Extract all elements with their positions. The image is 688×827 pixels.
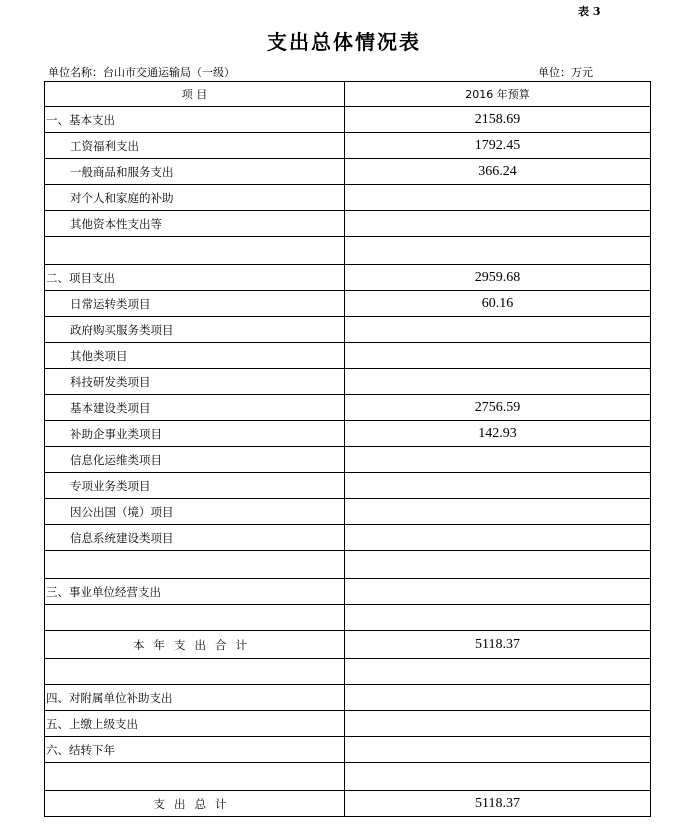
table-row bbox=[45, 291, 651, 317]
table-row bbox=[45, 525, 651, 551]
row-label: 一般商品和服务支出 bbox=[45, 159, 345, 185]
row-label: 因公出国（境）项目 bbox=[45, 499, 345, 525]
row-value bbox=[345, 369, 651, 395]
row-label bbox=[45, 659, 345, 685]
row-label: 补助企事业类项目 bbox=[45, 421, 345, 447]
row-label: 二、项目支出 bbox=[45, 265, 345, 291]
row-value bbox=[345, 185, 651, 211]
table-row bbox=[45, 447, 651, 473]
table-header-row bbox=[45, 82, 651, 107]
row-value: 142.93 bbox=[345, 421, 651, 447]
table-row bbox=[45, 605, 651, 631]
table-row bbox=[45, 185, 651, 211]
row-label: 专项业务类项目 bbox=[45, 473, 345, 499]
row-label: 日常运转类项目 bbox=[45, 291, 345, 317]
row-label bbox=[45, 763, 345, 791]
row-label: 支出总计 bbox=[45, 791, 345, 817]
row-value: 366.24 bbox=[345, 159, 651, 185]
table-number: 表 3 bbox=[578, 5, 601, 18]
table-row bbox=[45, 159, 651, 185]
row-value bbox=[345, 711, 651, 737]
row-label: 基本建设类项目 bbox=[45, 395, 345, 421]
row-label: 四、对附属单位补助支出 bbox=[45, 685, 345, 711]
row-label: 本年支出合计 bbox=[45, 631, 345, 659]
row-label: 工资福利支出 bbox=[45, 133, 345, 159]
row-label: 一、基本支出 bbox=[45, 107, 345, 133]
row-label: 科技研发类项目 bbox=[45, 369, 345, 395]
row-value bbox=[345, 473, 651, 499]
table-row bbox=[45, 211, 651, 237]
row-value: 2959.68 bbox=[345, 265, 651, 291]
row-value bbox=[345, 525, 651, 551]
row-value bbox=[345, 685, 651, 711]
row-label: 对个人和家庭的补助 bbox=[45, 185, 345, 211]
column-header-budget: 2016 年预算 bbox=[345, 82, 651, 107]
row-value bbox=[345, 211, 651, 237]
row-label: 其他类项目 bbox=[45, 343, 345, 369]
table-row bbox=[45, 395, 651, 421]
row-value: 1792.45 bbox=[345, 133, 651, 159]
table-row bbox=[45, 317, 651, 343]
table-row bbox=[45, 659, 651, 685]
table-row bbox=[45, 499, 651, 525]
row-value bbox=[345, 447, 651, 473]
row-value: 5118.37 bbox=[345, 791, 651, 817]
row-value bbox=[345, 317, 651, 343]
table-row bbox=[45, 737, 651, 763]
row-label: 其他资本性支出等 bbox=[45, 211, 345, 237]
row-value bbox=[345, 499, 651, 525]
row-label: 信息系统建设类项目 bbox=[45, 525, 345, 551]
table-row bbox=[45, 133, 651, 159]
expenditure-table bbox=[44, 81, 651, 817]
unit-name-label: 单位名称：台山市交通运输局（一级） bbox=[48, 66, 235, 79]
row-value bbox=[345, 763, 651, 791]
row-value: 2158.69 bbox=[345, 107, 651, 133]
row-value: 2756.59 bbox=[345, 395, 651, 421]
table-row bbox=[45, 237, 651, 265]
row-value bbox=[345, 605, 651, 631]
row-label bbox=[45, 605, 345, 631]
row-label bbox=[45, 551, 345, 579]
table-row bbox=[45, 421, 651, 447]
table-row-total bbox=[45, 791, 651, 817]
row-label: 五、上缴上级支出 bbox=[45, 711, 345, 737]
row-value bbox=[345, 237, 651, 265]
table-row bbox=[45, 579, 651, 605]
table-row bbox=[45, 711, 651, 737]
table-row bbox=[45, 107, 651, 133]
table-row bbox=[45, 369, 651, 395]
table-row bbox=[45, 551, 651, 579]
table-row bbox=[45, 343, 651, 369]
table-row bbox=[45, 685, 651, 711]
row-value bbox=[345, 343, 651, 369]
row-value: 60.16 bbox=[345, 291, 651, 317]
row-label: 六、结转下年 bbox=[45, 737, 345, 763]
page-title: 支出总体情况表 bbox=[267, 30, 421, 54]
row-value: 5118.37 bbox=[345, 631, 651, 659]
row-label: 信息化运维类项目 bbox=[45, 447, 345, 473]
row-value bbox=[345, 579, 651, 605]
column-header-item: 项 目 bbox=[45, 82, 345, 107]
row-label bbox=[45, 237, 345, 265]
row-label: 政府购买服务类项目 bbox=[45, 317, 345, 343]
currency-unit-label: 单位：万元 bbox=[538, 66, 593, 79]
table-row-subtotal bbox=[45, 631, 651, 659]
row-label: 三、事业单位经营支出 bbox=[45, 579, 345, 605]
table-row bbox=[45, 763, 651, 791]
table-row bbox=[45, 473, 651, 499]
row-value bbox=[345, 551, 651, 579]
row-value bbox=[345, 737, 651, 763]
table-row bbox=[45, 265, 651, 291]
row-value bbox=[345, 659, 651, 685]
